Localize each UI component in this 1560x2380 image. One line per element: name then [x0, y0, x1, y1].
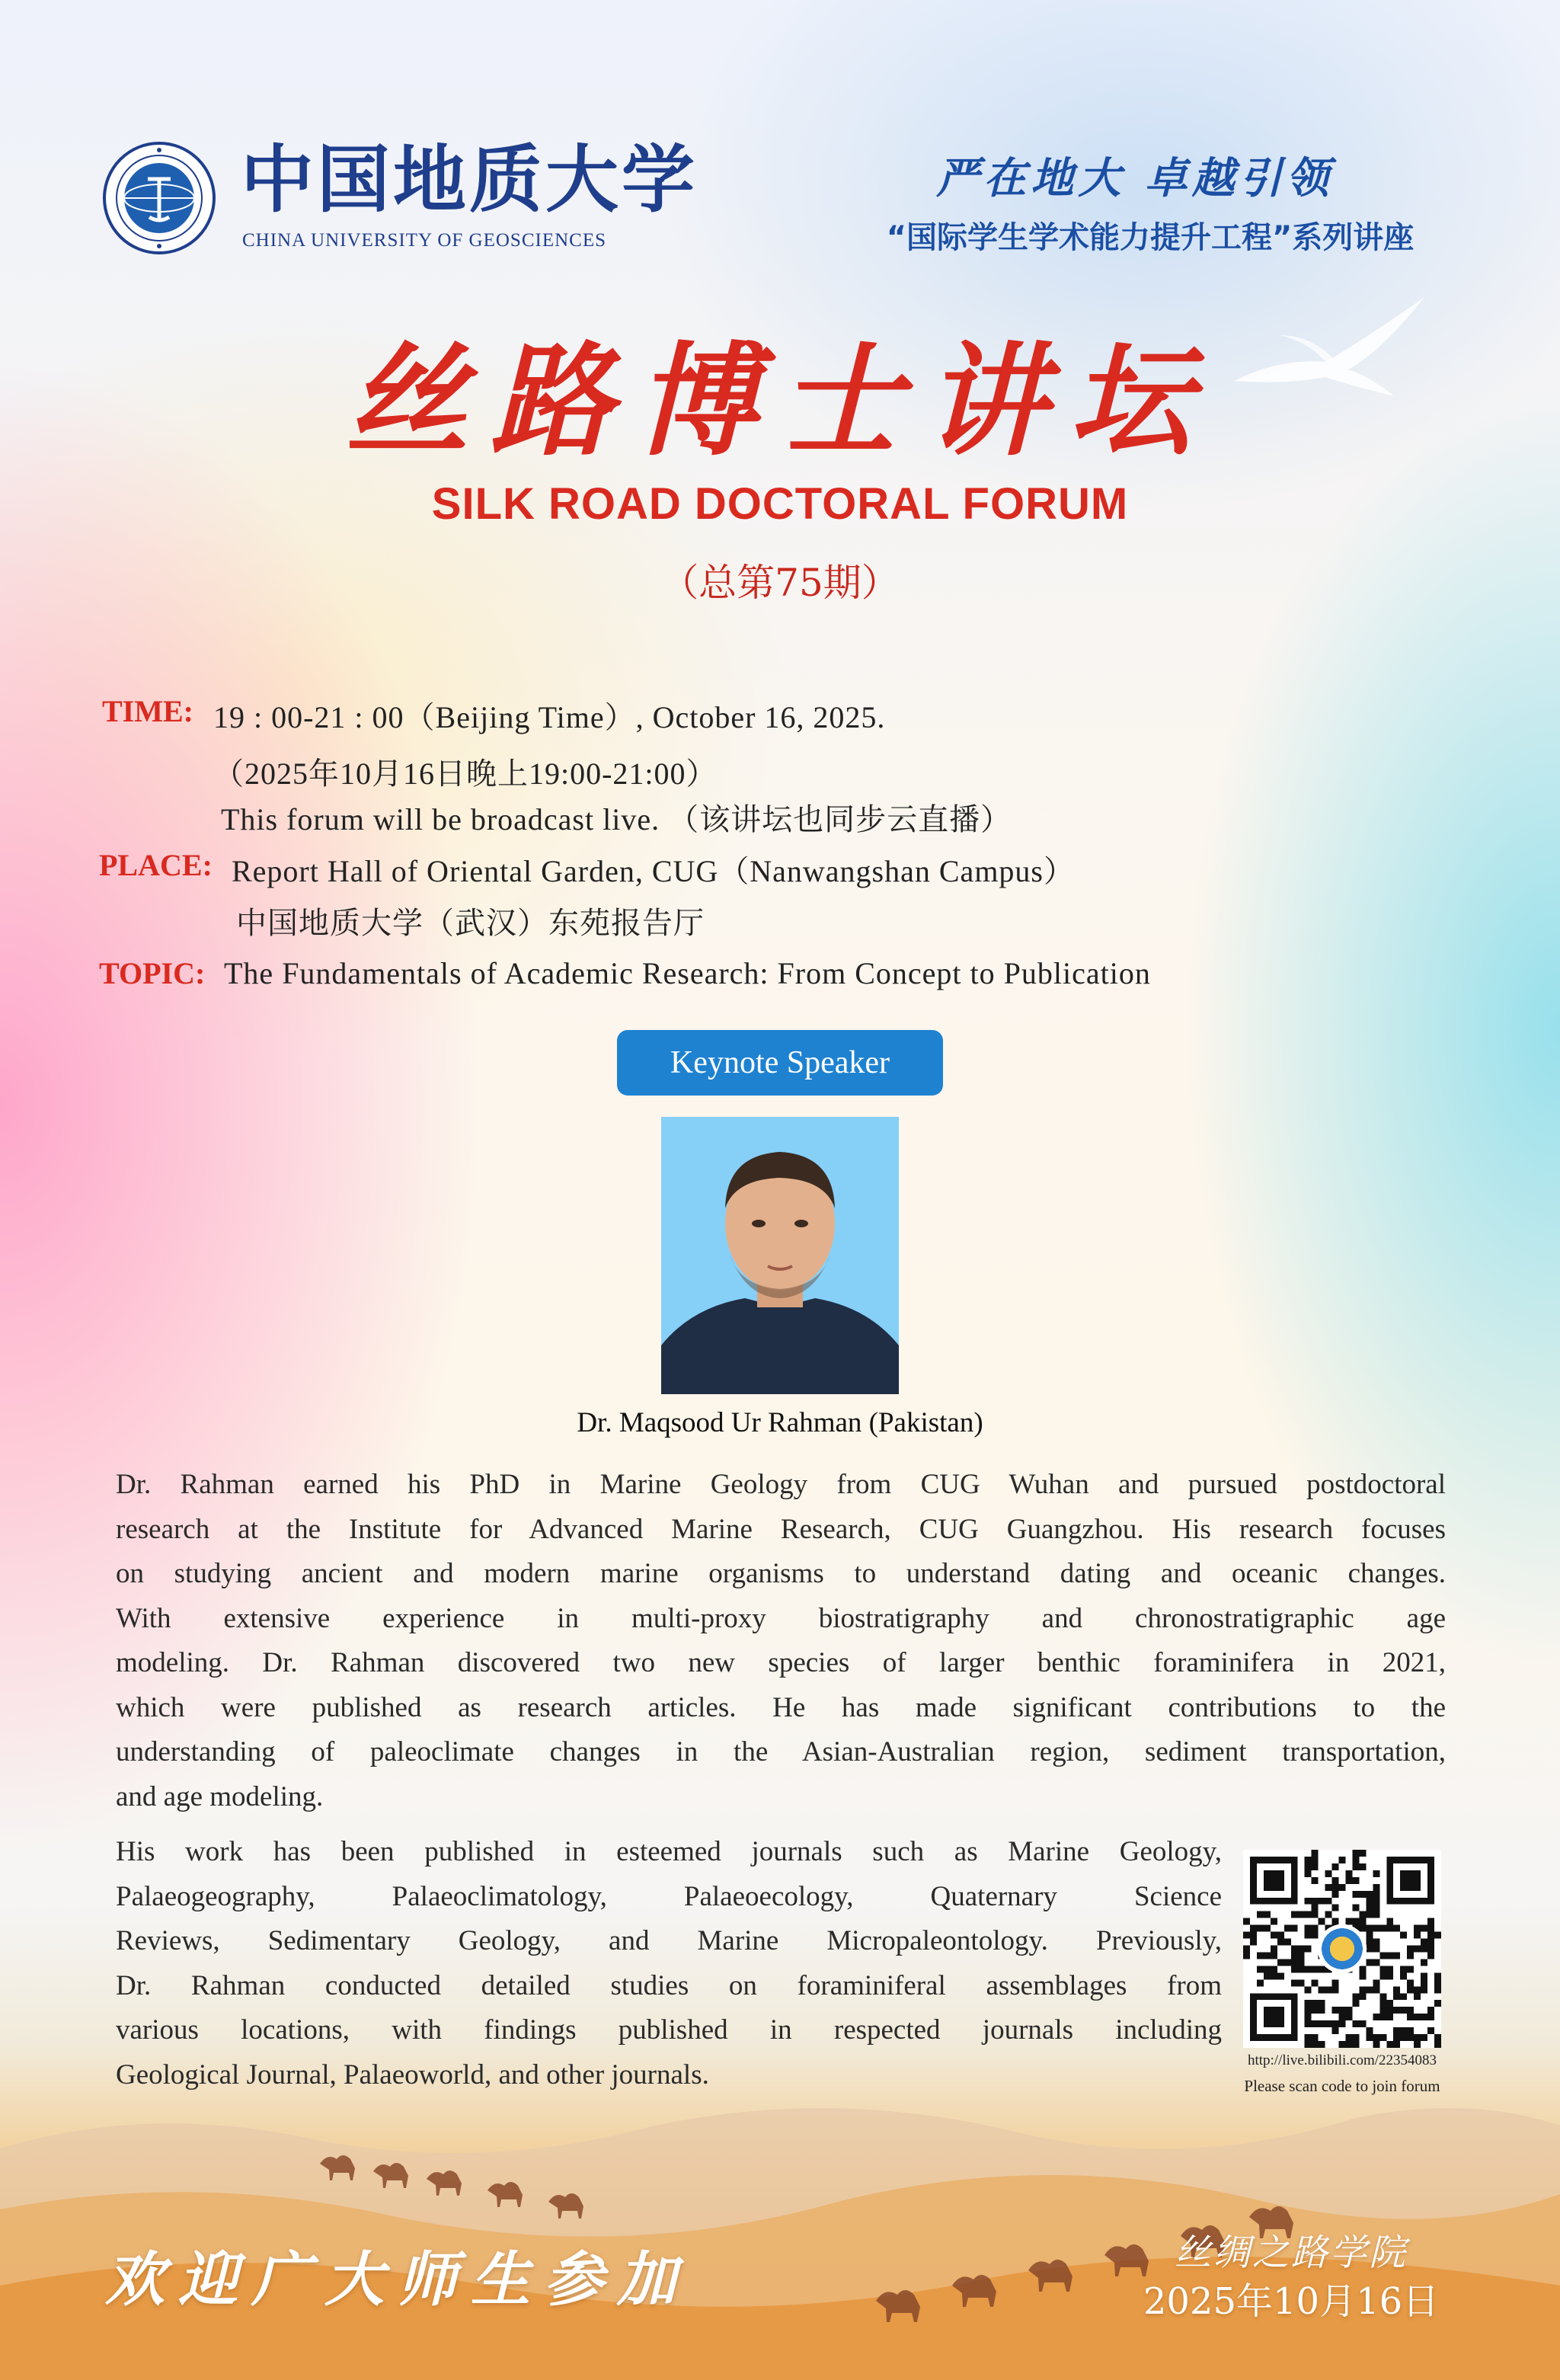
qr-module: [1414, 2041, 1421, 2048]
qr-module: [1305, 1863, 1312, 1870]
time-cn: （2025年10月16日晚上19:00-21:00）: [213, 757, 718, 791]
qr-module: [1305, 2041, 1312, 2048]
qr-module: [1243, 1932, 1250, 1939]
qr-code-icon[interactable]: [1243, 1850, 1441, 2048]
qr-module: [1359, 2020, 1366, 2027]
qr-module: [1373, 2034, 1379, 2041]
qr-module: [1257, 1952, 1264, 1959]
qr-module: [1250, 1939, 1257, 1946]
bio-line: Palaeogeography, Palaeoclimatology, Palaeoecology, Quaternary Science: [116, 1880, 1222, 1912]
qr-module: [1345, 1918, 1352, 1925]
qr-module: [1298, 1946, 1305, 1953]
qr-module: [1332, 2027, 1339, 2034]
issue-number: （总第75期）: [660, 561, 900, 605]
slogan: 严在地大 卓越引领: [936, 153, 1334, 203]
qr-module: [1434, 2041, 1441, 2048]
qr-module: [1421, 1946, 1427, 1953]
bio-line: Dr. Rahman earned his PhD in Marine Geology from CUG Wuhan and pursued postdoctoral: [116, 1469, 1446, 1500]
qr-module: [1298, 1952, 1305, 1959]
qr-module: [1400, 1932, 1407, 1939]
qr-module: [1379, 1993, 1386, 2000]
qr-module: [1414, 2014, 1421, 2020]
qr-module: [1407, 2014, 1414, 2020]
lecture-series: “国际学生学术能力提升工程”系列讲座: [886, 220, 1415, 255]
qr-module: [1305, 1986, 1312, 1993]
qr-module: [1352, 1993, 1359, 2000]
qr-module: [1332, 1986, 1339, 1993]
qr-module: [1305, 1911, 1312, 1918]
qr-module: [1305, 1925, 1312, 1932]
qr-module: [1359, 1863, 1366, 1870]
speaker-photo: [661, 1117, 899, 1394]
qr-module: [1366, 1939, 1373, 1946]
qr-module: [1312, 1877, 1319, 1884]
qr-module: [1407, 2027, 1414, 2034]
place-cn: 中国地质大学（武汉）东苑报告厅: [236, 906, 705, 940]
qr-module: [1421, 1972, 1427, 1979]
qr-module: [1379, 1952, 1386, 1959]
qr-module: [1427, 1918, 1434, 1925]
qr-module: [1414, 1993, 1421, 2000]
qr-module: [1373, 2014, 1379, 2020]
qr-module: [1407, 2034, 1414, 2041]
qr-module: [1386, 2041, 1393, 2048]
qr-module: [1421, 2014, 1427, 2020]
qr-module: [1312, 2000, 1319, 2007]
speaker-bio-paragraph-1: [116, 1463, 1446, 1819]
bio-line: which were published as research articles. He has made significant contributions to the: [116, 1691, 1446, 1723]
qr-module: [1332, 1891, 1339, 1898]
qr-module: [1319, 1898, 1325, 1905]
qr-module: [1332, 1905, 1339, 1911]
qr-module: [1298, 1979, 1305, 1986]
keynote-speaker-badge: Keynote Speaker: [617, 1030, 943, 1096]
qr-module: [1373, 1986, 1379, 1993]
qr-module: [1332, 1863, 1339, 1870]
qr-module: [1414, 1925, 1421, 1932]
qr-module: [1332, 2020, 1339, 2027]
qr-note: Please scan code to join forum: [1244, 2077, 1440, 2095]
broadcast-note: This forum will be broadcast live. （该讲坛也同步云直播）: [221, 802, 1012, 837]
qr-module: [1319, 1918, 1325, 1925]
qr-module: [1366, 2027, 1373, 2034]
qr-module: [1434, 1932, 1441, 1939]
qr-module: [1400, 1972, 1407, 1979]
qr-module: [1352, 1863, 1359, 1870]
qr-module: [1257, 1966, 1264, 1972]
desert-dunes-illustration: [0, 2057, 1560, 2380]
speaker-name: Dr. Maqsood Ur Rahman (Pakistan): [577, 1407, 983, 1438]
qr-module: [1359, 1891, 1366, 1898]
qr-module: [1407, 1986, 1414, 1993]
qr-module: [1325, 1911, 1332, 1918]
qr-module: [1366, 1959, 1373, 1966]
qr-module: [1345, 1870, 1352, 1877]
qr-module: [1400, 1966, 1407, 1972]
qr-module: [1400, 2007, 1407, 2014]
qr-module: [1421, 1979, 1427, 1986]
qr-module: [1434, 1986, 1441, 1993]
qr-module: [1312, 1911, 1319, 1918]
qr-module: [1250, 1925, 1257, 1932]
qr-module: [1386, 1925, 1393, 1932]
qr-module: [1427, 1932, 1434, 1939]
topic-value: The Fundamentals of Academic Research: From Concept to Publication: [224, 956, 1151, 990]
qr-module: [1284, 1925, 1291, 1932]
qr-module: [1257, 1979, 1264, 1986]
qr-module: [1407, 1979, 1414, 1986]
qr-module: [1284, 1939, 1291, 1946]
bio-line: understanding of paleoclimate changes in the Asian-Australian region, sediment transportation,: [116, 1736, 1446, 1767]
qr-module: [1373, 1959, 1379, 1966]
qr-module: [1393, 2041, 1400, 2048]
qr-module: [1312, 1850, 1319, 1857]
qr-module: [1393, 2034, 1400, 2041]
qr-module: [1332, 1884, 1339, 1891]
qr-module: [1373, 1939, 1379, 1946]
qr-module: [1298, 1966, 1305, 1972]
qr-module: [1414, 1946, 1421, 1953]
qr-module: [1339, 2014, 1346, 2020]
qr-module: [1386, 1966, 1393, 1972]
qr-module: [1277, 1939, 1284, 1946]
qr-module: [1373, 2041, 1379, 2048]
qr-module: [1427, 1925, 1434, 1932]
qr-module: [1393, 1986, 1400, 1993]
qr-module: [1291, 1925, 1298, 1932]
qr-module: [1312, 1925, 1319, 1932]
qr-module: [1332, 1877, 1339, 1884]
qr-module: [1271, 1952, 1277, 1959]
qr-module: [1366, 1891, 1373, 1898]
qr-module: [1250, 1932, 1257, 1939]
qr-module: [1345, 1877, 1352, 1884]
qr-module: [1312, 2041, 1319, 2048]
qr-module: [1339, 2041, 1346, 2048]
qr-module: [1434, 2000, 1441, 2007]
qr-module: [1427, 1946, 1434, 1953]
qr-module: [1271, 1972, 1277, 1979]
qr-module: [1332, 1918, 1339, 1925]
forum-title-en: SILK ROAD DOCTORAL FORUM: [431, 479, 1129, 529]
qr-module: [1264, 1966, 1271, 1972]
qr-module: [1339, 2020, 1346, 2027]
bio-line: Geological Journal, Palaeoworld, and other journals.: [116, 2059, 709, 2090]
qr-module: [1319, 1986, 1325, 1993]
qr-module: [1257, 1911, 1264, 1918]
qr-module: [1243, 1952, 1250, 1959]
qr-module: [1277, 1959, 1284, 1966]
qr-module: [1393, 1952, 1400, 1959]
qr-module: [1379, 1966, 1386, 1972]
bio-line: With extensive experience in multi-proxy biostratigraphy and chronostratigraphic age: [116, 1602, 1446, 1634]
place-label: PLACE:: [99, 848, 213, 882]
qr-module: [1264, 1925, 1271, 1932]
qr-module: [1298, 1959, 1305, 1966]
qr-module: [1434, 2034, 1441, 2041]
qr-module: [1386, 2014, 1393, 2020]
qr-module: [1312, 1898, 1319, 1905]
qr-module: [1352, 1850, 1359, 1857]
qr-module: [1414, 1932, 1421, 1939]
qr-module: [1305, 1898, 1312, 1905]
qr-module: [1325, 1870, 1332, 1877]
qr-module: [1352, 2020, 1359, 2027]
qr-module: [1434, 1979, 1441, 1986]
qr-module: [1264, 1911, 1271, 1918]
qr-module: [1359, 1850, 1366, 1857]
qr-module: [1271, 1932, 1277, 1939]
qr-module: [1359, 1925, 1366, 1932]
qr-module: [1305, 1932, 1312, 1939]
qr-module: [1352, 1857, 1359, 1863]
qr-module: [1312, 1863, 1319, 1870]
qr-module: [1373, 1884, 1379, 1891]
qr-module: [1305, 1857, 1312, 1863]
qr-module: [1379, 2007, 1386, 2014]
qr-module: [1277, 1972, 1284, 1979]
bio-line: Reviews, Sedimentary Geology, and Marine Micropaleontology. Previously,: [116, 1925, 1222, 1956]
qr-module: [1352, 1918, 1359, 1925]
bio-line: His work has been published in esteemed journals such as Marine Geology,: [116, 1836, 1222, 1867]
qr-module: [1373, 1925, 1379, 1932]
qr-module: [1305, 2007, 1312, 2014]
qr-module: [1345, 2014, 1352, 2020]
bio-line: and age modeling.: [116, 1780, 324, 1812]
qr-module: [1243, 1918, 1250, 1925]
university-name-en: CHINA UNIVERSITY OF GEOSCIENCES: [242, 230, 607, 251]
organizer-name: 丝绸之路学院: [1174, 2231, 1408, 2274]
qr-url[interactable]: http://live.bilibili.com/22354083: [1247, 2052, 1437, 2068]
qr-module: [1421, 1959, 1427, 1966]
qr-module: [1386, 1918, 1393, 1925]
qr-module: [1312, 1932, 1319, 1939]
qr-module: [1400, 2027, 1407, 2034]
qr-module: [1305, 2020, 1312, 2027]
qr-module: [1312, 2034, 1319, 2041]
qr-module: [1366, 1932, 1373, 1939]
qr-module: [1325, 1884, 1332, 1891]
qr-module: [1379, 2000, 1386, 2007]
qr-module: [1414, 2034, 1421, 2041]
qr-module: [1427, 2027, 1434, 2034]
bio-line: on studying ancient and modern marine organisms to understand dating and oceanic changes.: [116, 1558, 1446, 1589]
issue-date: 2025年10月16日: [1143, 2280, 1440, 2323]
qr-module: [1366, 1905, 1373, 1911]
qr-module: [1298, 1911, 1305, 1918]
qr-module: [1393, 1925, 1400, 1932]
qr-module: [1325, 1986, 1332, 1993]
qr-module: [1386, 2000, 1393, 2007]
qr-module: [1359, 1986, 1366, 1993]
qr-module: [1407, 1952, 1414, 1959]
qr-module: [1345, 2041, 1352, 2048]
qr-module: [1352, 1891, 1359, 1898]
qr-module: [1421, 1986, 1427, 1993]
qr-module: [1366, 2034, 1373, 2041]
qr-module: [1332, 1979, 1339, 1986]
qr-module: [1373, 1979, 1379, 1986]
qr-module: [1379, 1972, 1386, 1979]
qr-module: [1359, 1966, 1366, 1972]
qr-module: [1352, 1905, 1359, 1911]
qr-module: [1373, 1898, 1379, 1905]
qr-module: [1319, 2007, 1325, 2014]
qr-module: [1325, 1898, 1332, 1905]
qr-module: [1345, 2007, 1352, 2014]
qr-module: [1305, 1966, 1312, 1972]
qr-module: [1400, 1993, 1407, 2000]
qr-module: [1291, 1966, 1298, 1972]
qr-module: [1312, 2007, 1319, 2014]
qr-module: [1379, 1925, 1386, 1932]
qr-module: [1386, 1952, 1393, 1959]
welcome-message: 欢迎广大师生参加: [105, 2245, 691, 2314]
qr-module: [1339, 2007, 1346, 2014]
bio-line: various locations, with findings published in respected journals including: [116, 2014, 1222, 2046]
qr-module: [1359, 1918, 1366, 1925]
qr-module: [1291, 1911, 1298, 1918]
qr-module: [1414, 1986, 1421, 1993]
qr-module: [1284, 1959, 1291, 1966]
qr-module: [1359, 1972, 1366, 1979]
qr-module: [1427, 1939, 1434, 1946]
qr-module: [1312, 1979, 1319, 1986]
qr-module: [1373, 1905, 1379, 1911]
qr-module: [1434, 1972, 1441, 1979]
qr-module: [1319, 2020, 1325, 2027]
forum-title-cn: 丝路博士讲坛: [345, 329, 1214, 472]
qr-module: [1339, 1884, 1346, 1891]
qr-module: [1359, 1993, 1366, 2000]
qr-module: [1427, 1952, 1434, 1959]
qr-module: [1345, 2034, 1352, 2041]
qr-module: [1291, 1959, 1298, 1966]
qr-module: [1271, 1946, 1277, 1953]
qr-module: [1352, 2034, 1359, 2041]
qr-module: [1352, 2041, 1359, 2048]
qr-module: [1332, 2007, 1339, 2014]
qr-module: [1373, 1946, 1379, 1953]
qr-module: [1319, 1966, 1325, 1972]
qr-module: [1393, 2007, 1400, 2014]
qr-module: [1312, 1966, 1319, 1972]
qr-module: [1379, 2014, 1386, 2020]
qr-module: [1291, 1952, 1298, 1959]
qr-module: [1339, 1857, 1346, 1863]
bio-line: Dr. Rahman conducted detailed studies on foraminiferal assemblages from: [116, 1969, 1222, 2001]
bio-line: modeling. Dr. Rahman discovered two new species of larger benthic foraminifera in 2021,: [116, 1647, 1446, 1678]
qr-module: [1366, 1898, 1373, 1905]
qr-module: [1277, 1932, 1284, 1939]
qr-module: [1366, 1986, 1373, 1993]
bio-line: research at the Institute for Advanced Marine Research, CUG Guangzhou. His research focuses: [116, 1513, 1446, 1545]
qr-module: [1264, 1972, 1271, 1979]
qr-module: [1366, 1946, 1373, 1953]
qr-module: [1393, 2027, 1400, 2034]
qr-module: [1386, 2007, 1393, 2014]
qr-module: [1257, 1925, 1264, 1932]
qr-module: [1359, 1911, 1366, 1918]
qr-module: [1305, 2034, 1312, 2041]
qr-module: [1421, 2034, 1427, 2041]
qr-module: [1312, 1857, 1319, 1863]
qr-module: [1393, 1993, 1400, 2000]
qr-module: [1421, 1925, 1427, 1932]
qr-module: [1407, 1946, 1414, 1953]
qr-module: [1271, 1966, 1277, 1972]
qr-module: [1352, 1877, 1359, 1884]
qr-module: [1400, 2034, 1407, 2041]
qr-module: [1373, 1891, 1379, 1898]
qr-module: [1319, 2041, 1325, 2048]
qr-module: [1352, 2000, 1359, 2007]
qr-module: [1373, 1911, 1379, 1918]
university-name-cn: 中国地质大学: [241, 136, 698, 222]
qr-module: [1421, 1939, 1427, 1946]
qr-module: [1291, 1946, 1298, 1953]
qr-module: [1407, 1966, 1414, 1972]
qr-module: [1366, 1925, 1373, 1932]
qr-module: [1325, 2020, 1332, 2027]
qr-module: [1407, 2007, 1414, 2014]
qr-module: [1243, 1946, 1250, 1953]
qr-module: [1319, 2000, 1325, 2007]
qr-module: [1373, 1870, 1379, 1877]
time-label: TIME:: [102, 694, 193, 728]
qr-module: [1271, 1918, 1277, 1925]
qr-module: [1291, 1979, 1298, 1986]
qr-module: [1366, 1911, 1373, 1918]
qr-module: [1312, 1905, 1319, 1911]
qr-module: [1305, 2000, 1312, 2007]
time-value: 19 : 00-21 : 00（Beijing Time）, October 16, 2025.: [213, 700, 886, 734]
qr-module: [1386, 1972, 1393, 1979]
qr-module: [1427, 2007, 1434, 2014]
qr-module: [1264, 1952, 1271, 1959]
qr-module: [1379, 2034, 1386, 2041]
university-seal-icon: [102, 141, 216, 255]
qr-module: [1305, 1870, 1312, 1877]
qr-module: [1305, 1946, 1312, 1953]
place-value: Report Hall of Oriental Garden, CUG（Nanwangshan Campus）: [232, 854, 1075, 888]
qr-module: [1305, 2014, 1312, 2020]
qr-module: [1312, 2020, 1319, 2027]
qr-module: [1427, 2014, 1434, 2020]
topic-label: TOPIC:: [99, 956, 206, 990]
